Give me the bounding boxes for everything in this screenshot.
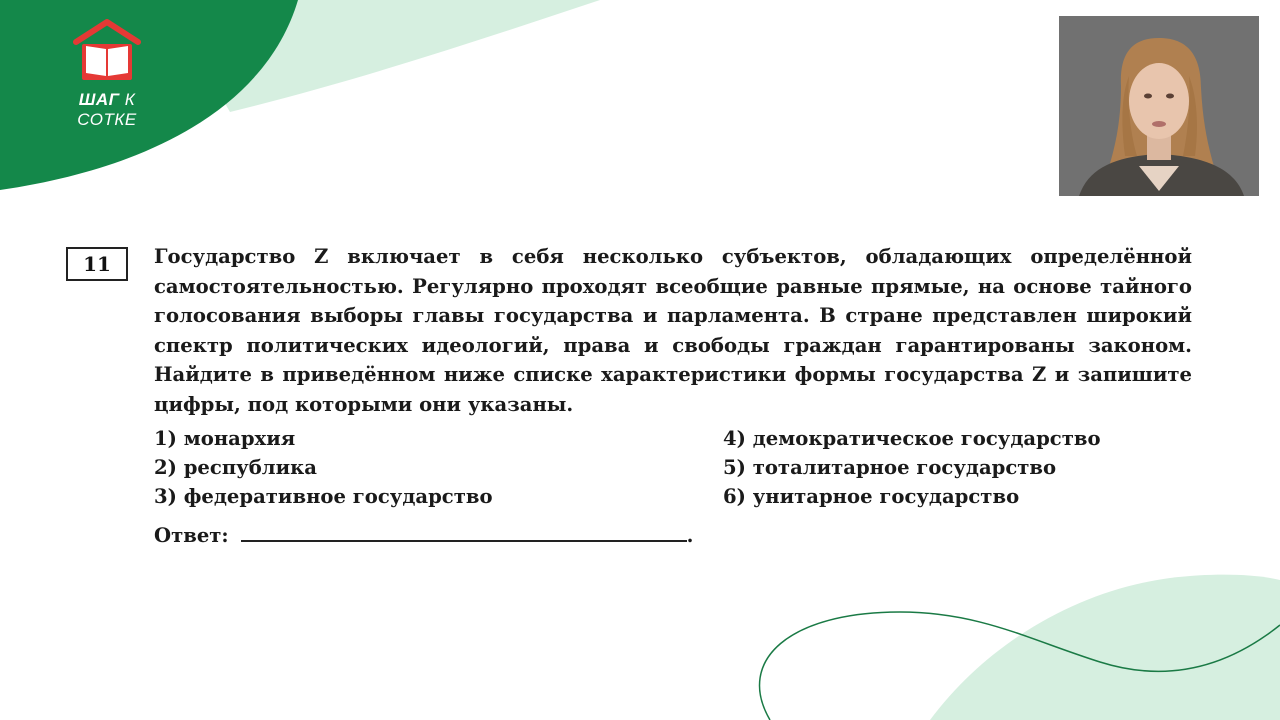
webcam-video	[1059, 16, 1259, 196]
option-3: 3) федеративное государство	[154, 485, 493, 508]
book-house-icon	[72, 18, 142, 82]
answer-label: Ответ:	[154, 524, 229, 547]
task-number-box: 11	[66, 247, 128, 281]
option-4: 4) демократическое государство	[723, 427, 1101, 450]
answer-end: .	[686, 524, 694, 547]
option-2: 2) республика	[154, 456, 317, 479]
options-column-left	[154, 424, 493, 511]
task-text: Государство Z включает в себя несколько субъектов, обладающих определённой самостоятельностью. Регулярно проходят всеобщие равные прямые, на основе тайного голосования выборы главы государства и парламента. В стране представлен широкий спектр политических идеологий, права и свободы граждан гарантированы законом. Найдите в приведённом ниже списке характеристики формы государства Z и запишите цифры, под которыми они указаны.	[154, 245, 1192, 416]
option-1: 1) монархия	[154, 427, 296, 450]
options-column-right	[723, 424, 1101, 511]
logo	[52, 18, 162, 128]
option-5: 5) тоталитарное государство	[723, 456, 1057, 479]
answer-blank-line	[241, 520, 687, 542]
logo-text: ШАГ К СОТКЕ	[77, 90, 137, 129]
answer-row	[154, 520, 694, 547]
option-6: 6) унитарное государство	[723, 485, 1020, 508]
